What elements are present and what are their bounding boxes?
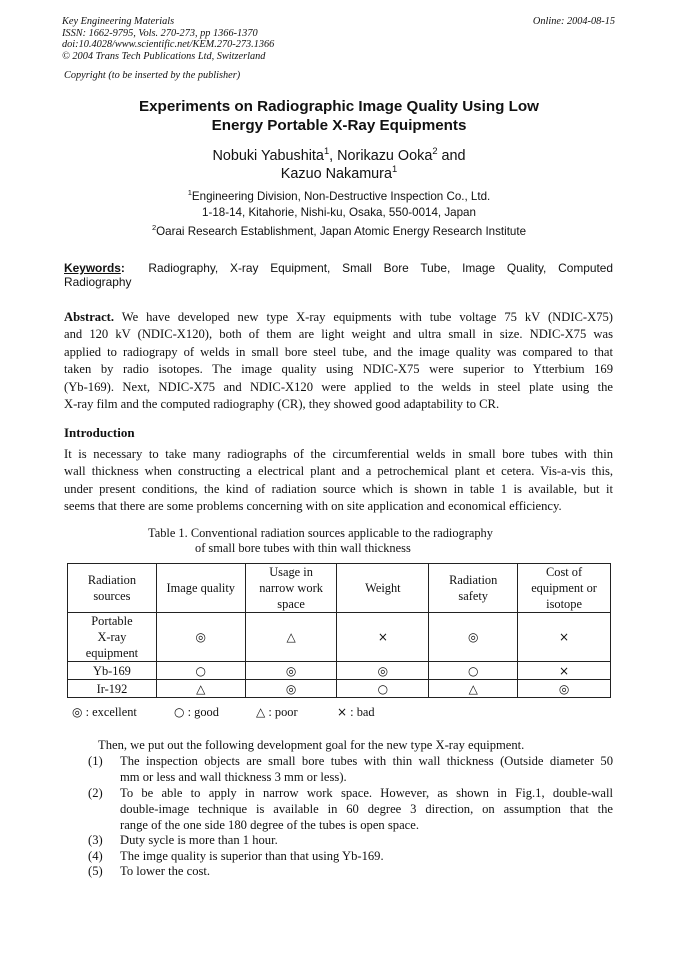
affil-1-line-2: 1-18-14, Kitahorie, Nishi-ku, Osaka, 550-0014, Japan — [202, 206, 476, 219]
rating-cell: ○ — [337, 680, 429, 698]
intro-line-1: It is necessary to take many radiographs of the circumferential welds in small bore tubes with thin — [64, 447, 613, 461]
affiliation-1 — [60, 189, 618, 221]
legend-excellent-label: : excellent — [85, 705, 137, 719]
affil-1-marker: 1 — [187, 188, 192, 198]
keywords-label: Keywords — [64, 261, 121, 275]
abstract-line-6: X-ray film and the computed radiography (CR), they showed good adaptability to CR. — [64, 397, 500, 412]
affil-1-line-1: Engineering Division, Non-Destructive Inspection Co., Ltd. — [191, 190, 491, 203]
rating-cell: △ — [245, 613, 337, 662]
goal-item-1 — [120, 753, 613, 785]
goals-intro: Then, we put out the following development goal for the new type X-ray equipment. — [98, 738, 525, 752]
introduction-body — [64, 446, 613, 516]
goal-number: (2) — [88, 786, 103, 800]
goal-1-line-2: mm or less and wall thickness 3 mm or less). — [120, 770, 347, 784]
keywords-line-2: Radiography — [64, 275, 132, 289]
rating-cell: △ — [429, 680, 518, 698]
abstract-label: Abstract. — [64, 310, 115, 324]
legend-poor — [256, 705, 298, 720]
title-line-1: Experiments on Radiographic Image Quality Using Low — [138, 98, 539, 115]
goal-2-line-1: To be able to apply in narrow work space. However, as shown in Fig.1, double-wall — [120, 786, 613, 800]
legend-good-label: : good — [187, 705, 219, 719]
goal-item-4: The imge quality is superior than that using Yb-169. — [120, 849, 384, 863]
circle-icon: ○ — [174, 705, 185, 719]
author-and: and — [441, 148, 466, 164]
author-3: Kazuo Nakamura — [280, 166, 392, 182]
abstract-section — [64, 309, 613, 413]
header-radiation-safety: Radiation safety — [429, 564, 518, 613]
rating-cell: ◎ — [429, 613, 518, 662]
journal-header — [62, 16, 274, 62]
title-line-2: Energy Portable X-Ray Equipments — [211, 117, 467, 134]
author-2-affil: 2 — [432, 146, 438, 157]
goal-1-line-1: The inspection objects are small bore tubes with thin wall thickness (Outside diameter 50 — [120, 754, 613, 768]
online-date: Online: 2004-08-15 — [532, 16, 615, 27]
rating-cell: × — [518, 613, 611, 662]
abstract-line-5: (Yb-169). Next, NDIC-X75 and NDIC-X120 were applied to the welds in steel plate using the — [64, 379, 613, 394]
goal-item-5: To lower the cost. — [120, 864, 211, 878]
keywords-section — [64, 261, 613, 289]
table-row — [68, 680, 611, 698]
keywords-line-1: Radiography, X-ray Equipment, Small Bore Tube, Image Quality, Computed — [148, 261, 613, 275]
header-usage-narrow-space: Usage in narrow work space — [245, 564, 337, 613]
row-source-yb169: Yb-169 — [68, 662, 157, 680]
legend-bad-label: : bad — [350, 705, 375, 719]
rating-cell: ◎ — [245, 662, 337, 680]
table-row — [68, 662, 611, 680]
rating-cell: ◎ — [156, 613, 245, 662]
rating-cell: ◎ — [337, 662, 429, 680]
rating-cell: × — [518, 662, 611, 680]
rating-cell: ○ — [156, 662, 245, 680]
journal-name: Key Engineering Materials — [62, 16, 175, 27]
header-image-quality: Image quality — [156, 564, 245, 613]
table-caption-line-1: Table 1. Conventional radiation sources applicable to the radiography — [148, 526, 493, 540]
header-radiation-sources: Radiation sources — [68, 564, 157, 613]
legend-excellent — [72, 705, 137, 720]
rating-cell: ○ — [429, 662, 518, 680]
goal-2-line-3: range of the one side 180 degree of the tubes is open space. — [120, 818, 419, 832]
author-1: Nobuki Yabushita — [212, 148, 324, 164]
affil-2-text: Oarai Research Establishment, Japan Atomic Energy Research Institute — [156, 225, 527, 238]
intro-line-3: under present conditions, the kind of radiation source which is shown in table 1 is available, but it — [64, 481, 613, 496]
legend-bad — [337, 705, 375, 720]
radiation-sources-table — [67, 563, 611, 698]
paper-title — [60, 97, 618, 135]
double-circle-icon: ◎ — [72, 705, 83, 719]
doi-line: doi:10.4028/www.scientific.net/KEM.270-273.1366 — [62, 39, 275, 51]
keywords-colon: : — [120, 261, 125, 275]
goal-number: (1) — [88, 754, 103, 768]
author-list — [60, 147, 618, 183]
header-cost: Cost of equipment or isotope — [518, 564, 611, 613]
author-1-affil: 1 — [323, 146, 330, 157]
author-3-affil: 1 — [391, 164, 398, 175]
abstract-line-3: applied to radiograpy of welds in small bore steel tube, and the image quality was compared to that — [64, 344, 613, 359]
goal-item-2 — [120, 785, 613, 833]
author-separator: , — [329, 148, 334, 164]
goal-item-3: Duty sycle is more than 1 hour. — [120, 833, 278, 847]
rating-cell: × — [337, 613, 429, 662]
abstract-line-1: We have developed new type X-ray equipments with tube voltage 75 kV (NDIC-X75) — [121, 310, 614, 324]
goal-number: (5) — [88, 864, 103, 878]
intro-line-2: wall thickness when constructing a electrical plant and a petrochemical plant et cetera. Vis-a-vis this, — [64, 464, 613, 479]
author-2: Norikazu Ooka — [337, 148, 433, 164]
legend-poor-label: : poor — [268, 705, 298, 719]
abstract-line-2: and 120 kV (NDIC-X120), both of them are light weight and ultra small in size. NDIC-X75 was — [64, 327, 613, 342]
triangle-icon: △ — [256, 705, 266, 719]
rating-cell: △ — [156, 680, 245, 698]
copyright-note: Copyright (to be inserted by the publisher) — [64, 70, 241, 81]
table-caption — [148, 526, 493, 556]
rating-cell: ◎ — [518, 680, 611, 698]
issn-line: ISSN: 1662-9795, Vols. 270-273, pp 1366-1370 — [62, 27, 258, 39]
goal-number: (3) — [88, 833, 103, 847]
intro-line-4: seems that there are some problems concerning with on site application and economical efficiency. — [64, 499, 562, 514]
publisher-line: © 2004 Trans Tech Publications Ltd, Switzerland — [62, 50, 266, 62]
rating-cell: ◎ — [245, 680, 337, 698]
legend-good — [174, 705, 219, 720]
cross-icon: × — [337, 705, 348, 719]
row-source-portable: Portable X-ray equipment — [68, 613, 157, 662]
abstract-line-4: taken by radio isotopes. The image quality using NDIC-X75 were superior to Ytterbium 169 — [64, 362, 613, 377]
affil-2-marker: 2 — [151, 223, 157, 233]
table-header-row — [68, 564, 611, 613]
introduction-heading: Introduction — [64, 425, 135, 440]
goal-number: (4) — [88, 849, 103, 863]
table-row — [68, 613, 611, 662]
table-caption-line-2: of small bore tubes with thin wall thickness — [195, 541, 411, 555]
affiliation-2 — [60, 224, 618, 240]
header-weight: Weight — [337, 564, 429, 613]
goal-2-line-2: double-image technique is available in 60 degree 3 direction, on assumption that the — [120, 802, 613, 816]
row-source-ir192: Ir-192 — [68, 680, 157, 698]
